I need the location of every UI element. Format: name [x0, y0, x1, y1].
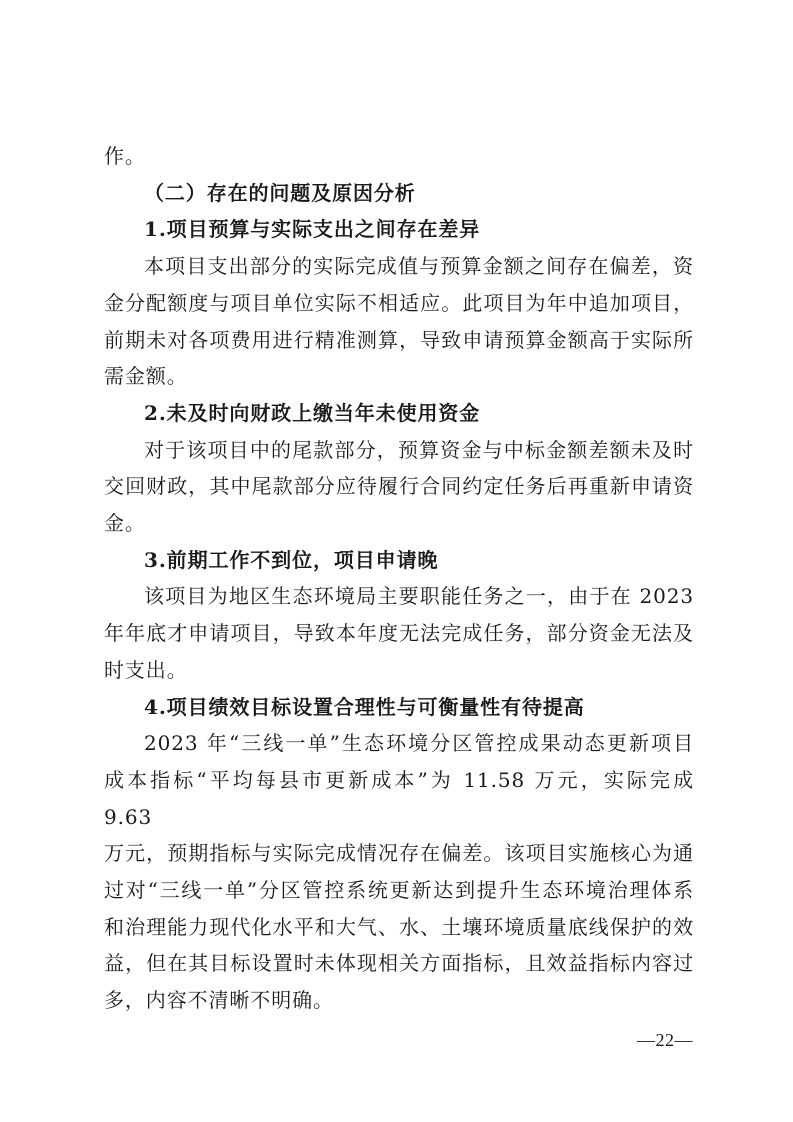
text-line: 过对“三线一单”分区管控系统更新达到提升生态环境治理体系 [104, 878, 694, 903]
section-heading [104, 175, 694, 212]
text-line: 该项目为地区生态环境局主要职能任务之一，由于在 2023 [144, 584, 694, 609]
text-line: 和治理能力现代化水平和大气、水、土壤环境质量底线保护的效 [104, 914, 694, 939]
text-line: 年年底才申请项目，导致本年度无法完成任务，部分资金无法及 [104, 621, 694, 646]
paragraph-2 [104, 432, 694, 542]
paragraph-4 [104, 725, 694, 1019]
text-line: 成本指标“平均每县市更新成本”为 11.58 万元，实际完成 9.63 [104, 767, 694, 829]
page-number: —22— [637, 1030, 693, 1050]
text-line: 交回财政，其中尾款部分应待履行合同约定任务后再重新申请资 [104, 474, 694, 499]
heading-line: （二）存在的问题及原因分析 [144, 180, 416, 205]
paragraph-3 [104, 578, 694, 688]
text-line: 需金额。 [104, 364, 188, 389]
heading-line: 1.项目预算与实际支出之间存在差异 [144, 217, 481, 242]
subheading-3 [104, 542, 694, 579]
heading-line: 3.前期工作不到位，项目申请晚 [144, 547, 439, 572]
heading-line: 4.项目绩效目标设置合理性与可衡量性有待提高 [144, 694, 585, 719]
document-body [104, 138, 694, 1019]
subheading-1 [104, 211, 694, 248]
text-line: 前期未对各项费用进行精准测算，导致申请预算金额高于实际所 [104, 327, 694, 352]
subheading-4 [104, 689, 694, 726]
paragraph-1 [104, 248, 694, 395]
text-line: 本项目支出部分的实际完成值与预算金额之间存在偏差，资 [144, 254, 694, 279]
text-line: 时支出。 [104, 657, 188, 682]
text-line: 作。 [104, 144, 146, 168]
subheading-2 [104, 395, 694, 432]
heading-line: 2.未及时向财政上缴当年未使用资金 [144, 400, 481, 425]
text-line: 金。 [104, 511, 146, 536]
text-line: 对于该项目中的尾款部分，预算资金与中标金额差额未及时 [144, 437, 694, 462]
text-line: 多，内容不清晰不明确。 [104, 988, 334, 1013]
text-line: 金分配额度与项目单位实际不相适应。此项目为年中追加项目， [104, 290, 694, 315]
text-line: 益，但在其目标设置时未体现相关方面指标，且效益指标内容过 [104, 951, 694, 976]
paragraph-continuation [104, 138, 694, 175]
text-line: 万元，预期指标与实际完成情况存在偏差。该项目实施核心为通 [104, 841, 694, 866]
text-line: 2023 年“三线一单”生态环境分区管控成果动态更新项目 [144, 731, 694, 756]
